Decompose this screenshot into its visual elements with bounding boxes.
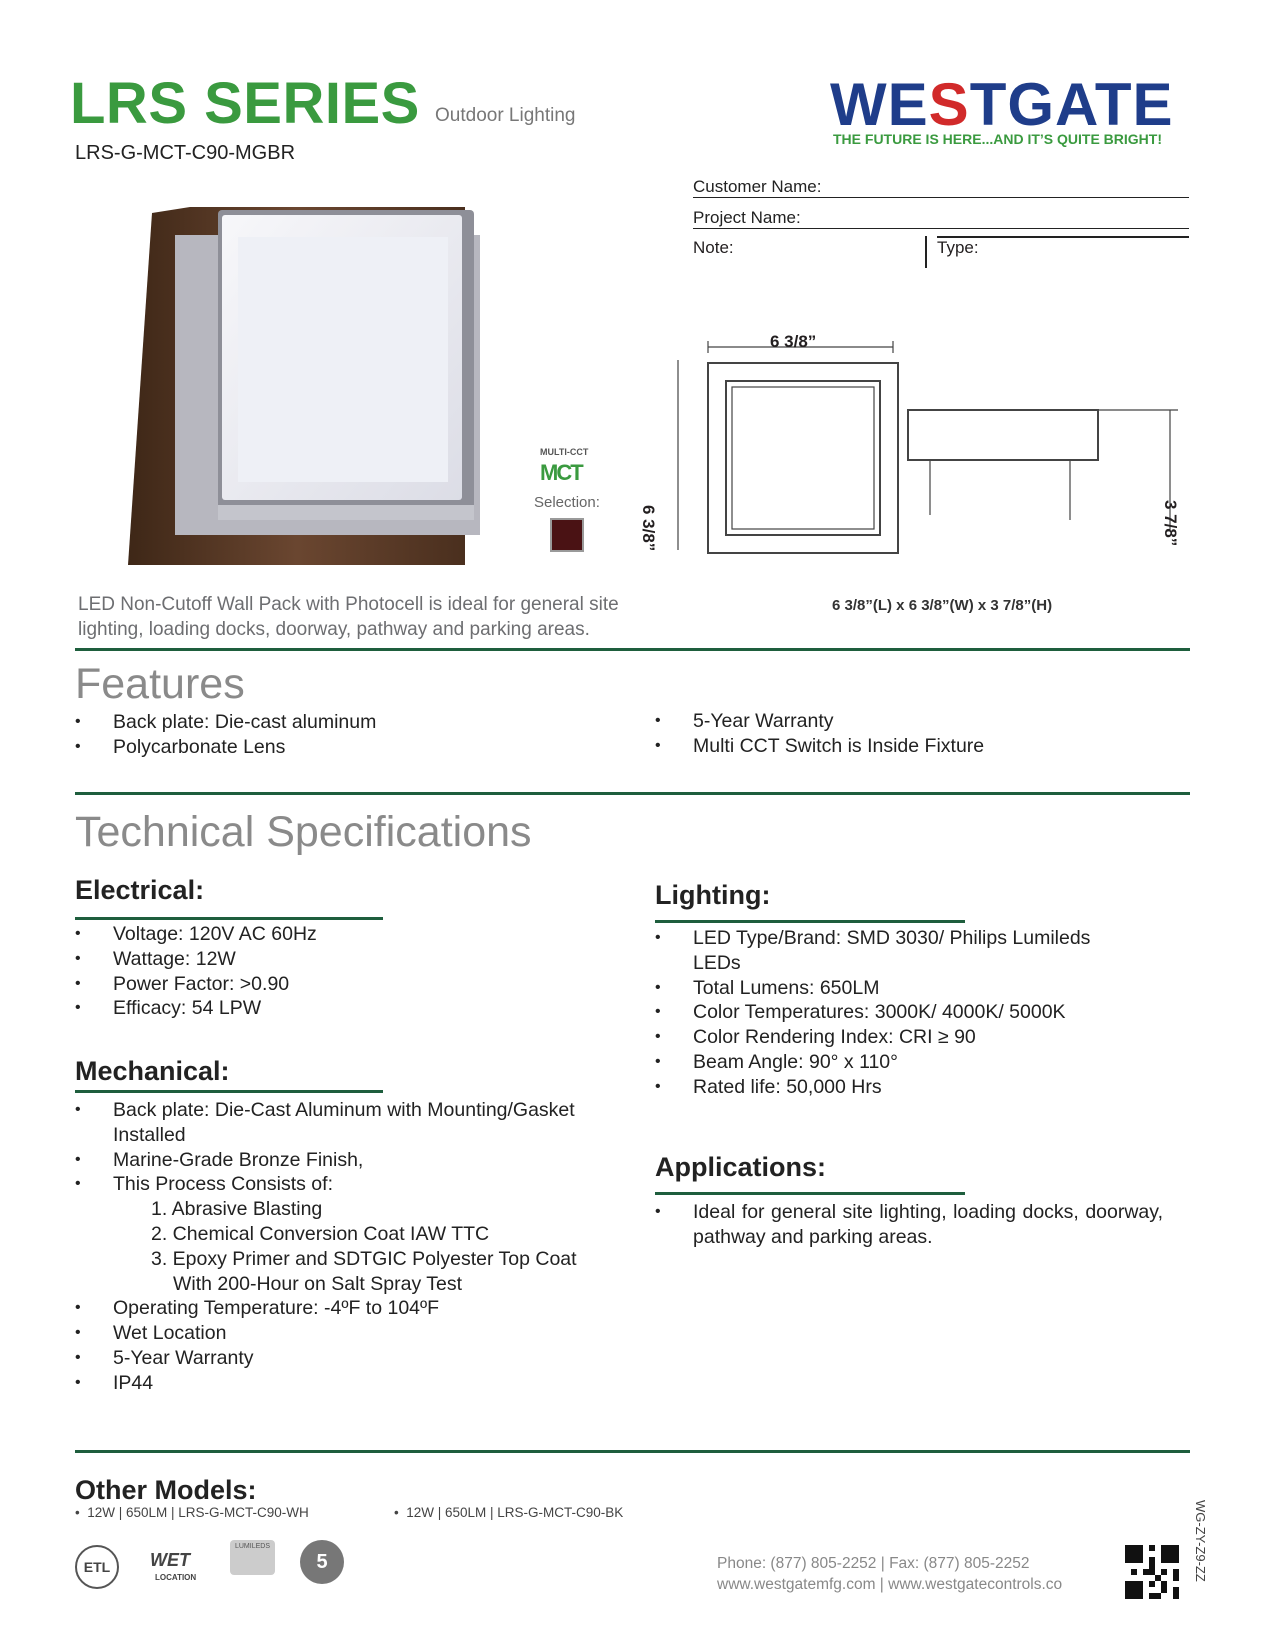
list-item: • Total Lumens: 650LM [655,976,1125,1001]
selection-label: Selection: [534,494,600,511]
series-category: Outdoor Lighting [435,105,576,126]
width-dimension: 6 3/8” [770,332,817,351]
other-model-item: • 12W | 650LM | LRS-G-MCT-C90-BK [394,1505,624,1520]
other-model-text: 12W | 650LM | LRS-G-MCT-C90-BK [406,1505,624,1520]
qr-code [1125,1545,1179,1599]
list-item: • Beam Angle: 90° x 110° [655,1050,1125,1075]
list-item: • Back plate: Die-Cast Aluminum with Mounting/Gasket Installed [75,1098,615,1148]
electrical-title: Electrical: [75,875,205,905]
lighting-title: Lighting: [655,880,771,910]
list-item: • Marine-Grade Bronze Finish, [75,1148,615,1173]
lighting-rule [655,920,965,923]
list-item: • Back plate: Die-cast aluminum [75,710,595,735]
list-item: • 5-Year Warranty [75,1346,615,1371]
wet-location-sub: LOCATION [155,1573,197,1582]
mechanical-list [75,1098,615,1396]
etl-logo: ETL [75,1545,119,1589]
list-item: • Polycarbonate Lens [75,735,595,760]
electrical-rule [75,917,383,920]
form-rule [937,236,1189,238]
section-rule [75,1450,1190,1453]
mechanical-title: Mechanical: [75,1056,230,1086]
dimensions-summary: 6 3/8”(L) x 6 3/8”(W) x 3 7/8”(H) [832,597,1053,614]
product-image [120,205,500,570]
list-item: • Ideal for general site lighting, loading docks, doorway, pathway and parking areas. [655,1200,1163,1250]
contact-phone: Phone: (877) 805-2252 | Fax: (877) 805-2252 [717,1555,1030,1572]
multi-cct-label: MULTI-CCT [540,447,589,457]
customer-name-label: Customer Name: [693,177,822,196]
brand-tagline: THE FUTURE IS HERE...AND IT’S QUITE BRIGHT! [833,131,1163,147]
mct-logo: MCT [540,460,582,485]
applications-rule [655,1192,965,1195]
brand-logo: WESTGATE [830,71,1174,138]
contact-web[interactable]: www.westgatemfg.com | www.westgatecontrols.co [717,1576,1063,1593]
series-title: LRS SERIES [70,71,420,136]
other-model-item: • 12W | 650LM | LRS-G-MCT-C90-WH [75,1505,309,1520]
dimension-drawing [660,335,1190,565]
warranty-seal: 5 [300,1540,344,1584]
depth-dimension: 3 7/8” [1161,500,1180,547]
features-title: Features [75,660,245,708]
list-item: • LED Type/Brand: SMD 3030/ Philips Lumileds LEDs [655,926,1125,976]
list-item: • Rated life: 50,000 Hrs [655,1075,1125,1100]
type-label: Type: [937,238,979,257]
document-code: WG-ZY-Z9-ZZ [1193,1500,1208,1582]
list-item: • Color Temperatures: 3000K/ 4000K/ 5000K [655,1000,1125,1025]
form-divider [925,236,927,268]
lighting-list [655,926,1125,1100]
other-models-title: Other Models: [75,1475,257,1505]
process-step: 1. Abrasive Blasting [151,1198,323,1221]
list-item: • Color Rendering Index: CRI ≥ 90 [655,1025,1125,1050]
applications-list [655,1200,1163,1250]
customer-name-field[interactable] [693,177,1189,198]
wet-location-logo: WET [150,1550,190,1570]
lumileds-logo: LUMILEDS [230,1540,275,1575]
section-rule [75,792,1190,795]
note-label: Note: [693,238,734,257]
other-model-text: 12W | 650LM | LRS-G-MCT-C90-WH [87,1505,309,1520]
list-item: • Multi CCT Switch is Inside Fixture [655,734,1175,759]
mechanical-rule [75,1090,383,1093]
project-name-field[interactable] [693,208,1189,229]
list-item: • Wet Location [75,1321,615,1346]
list-item: • 5-Year Warranty [655,709,1175,734]
list-item [75,1172,615,1296]
section-rule [75,648,1190,651]
process-step: 3. Epoxy Primer and SDTGIC Polyester Top Coat [151,1247,577,1270]
height-dimension: 6 3/8” [639,505,658,552]
features-list-right [655,709,1175,759]
features-list-left [75,710,595,760]
list-item: • Power Factor: >0.90 [75,972,615,997]
process-step: 2. Chemical Conversion Coat IAW TTC [151,1222,490,1245]
product-description: LED Non-Cutoff Wall Pack with Photocell is ideal for general site lighting, loading docks, doorway, pathway and parking areas. [78,594,619,640]
list-item: • Voltage: 120V AC 60Hz [75,922,615,947]
electrical-list [75,922,615,1021]
list-item: • IP44 [75,1371,615,1396]
project-name-label: Project Name: [693,208,801,227]
model-number: LRS-G-MCT-C90-MGBR [75,142,296,164]
selection-swatch [550,518,584,552]
process-steps [113,1197,615,1296]
process-step: With 200-Hour on Salt Spray Test [173,1272,463,1295]
list-item: • Efficacy: 54 LPW [75,996,615,1021]
tech-specs-title: Technical Specifications [75,808,532,856]
list-item: • Operating Temperature: -4ºF to 104ºF [75,1296,615,1321]
process-label: This Process Consists of: [113,1173,333,1196]
list-item: • Wattage: 12W [75,947,615,972]
applications-title: Applications: [655,1152,827,1182]
